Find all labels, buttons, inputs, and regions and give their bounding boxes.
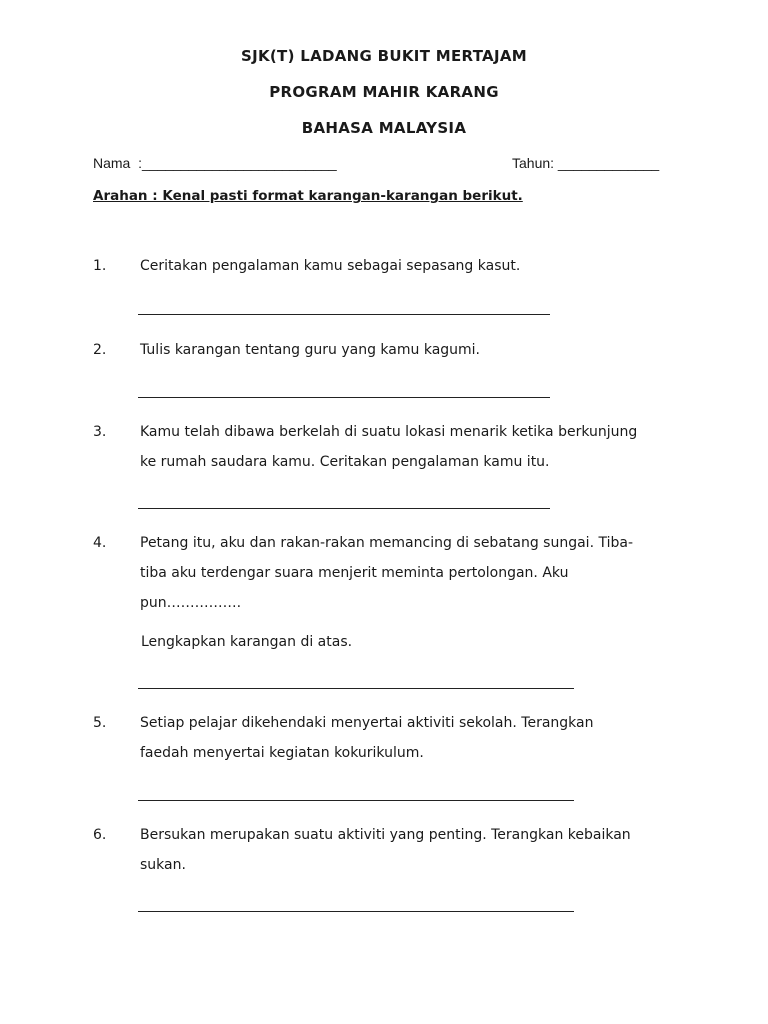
question-line: Ceritakan pengalaman kamu sebagai sepasang kasut. [140,258,521,274]
program-title: PROGRAM MAHIR KARANG [269,83,499,101]
question-text [140,417,680,477]
question-line: Kamu telah dibawa berkelah di suatu lokasi menarik ketika berkunjung [140,424,638,440]
answer-line [138,314,550,315]
answer-line [138,508,550,509]
answer-line [138,397,550,398]
question-subinstruction: Lengkapkan karangan di atas. [141,634,353,650]
instruction: Arahan : Kenal pasti format karangan-karangan berikut. [93,188,523,204]
question-line: tiba aku terdengar suara menjerit meminta pertolongan. Aku [140,565,569,581]
question-line: faedah menyertai kegiatan kokurikulum. [140,745,424,761]
answer-line [138,911,574,912]
year-field: Tahun: _____________ [512,155,660,171]
question-line: Setiap pelajar dikehendaki menyertai aktiviti sekolah. Terangkan [140,715,594,731]
name-field: Nama :_________________________ [93,155,337,171]
question-number: 2. [93,342,107,358]
question-text [140,708,680,768]
school-title: SJK(T) LADANG BUKIT MERTAJAM [240,47,527,65]
answer-line [138,688,574,689]
question-line: ke rumah saudara kamu. Ceritakan pengalaman kamu itu. [140,454,550,470]
question-number: 5. [93,715,107,731]
question-text [140,528,680,618]
question-line: sukan. [140,857,186,873]
question-text [140,335,680,365]
question-number: 6. [93,827,107,843]
question-number: 1. [93,258,107,274]
question-line: Bersukan merupakan suatu aktiviti yang penting. Terangkan kebaikan [140,827,631,843]
question-number: 3. [93,424,107,440]
question-line: Tulis karangan tentang guru yang kamu kagumi. [140,342,481,358]
question-line: pun……………. [140,595,242,611]
question-number: 4. [93,535,107,551]
question-text [140,820,680,880]
question-line: Petang itu, aku dan rakan-rakan memancing di sebatang sungai. Tiba- [140,535,633,551]
subject-title: BAHASA MALAYSIA [301,119,467,137]
question-text [140,251,680,281]
answer-line [138,800,574,801]
